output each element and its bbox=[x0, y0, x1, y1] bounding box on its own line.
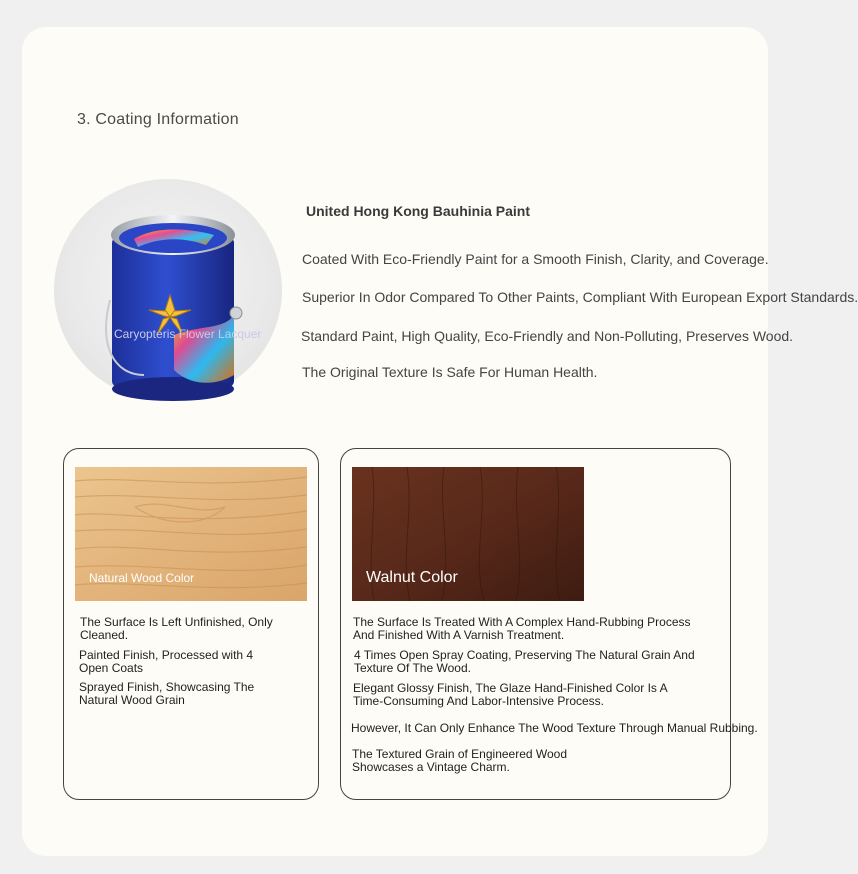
swatch-label: Walnut Color bbox=[366, 569, 458, 586]
finish-description: The Surface Is Treated With A Complex Hand-Rubbing Process And Finished With A Varnish Treatment. bbox=[353, 615, 691, 642]
finish-description: Elegant Glossy Finish, The Glaze Hand-Finished Color Is A Time-Consuming And Labor-Intensive Process. bbox=[353, 681, 667, 708]
brand-name: United Hong Kong Bauhinia Paint bbox=[306, 203, 530, 219]
feature-item: Standard Paint, High Quality, Eco-Friendly and Non-Polluting, Preserves Wood. bbox=[301, 328, 794, 344]
finish-description: 4 Times Open Spray Coating, Preserving The Natural Grain And Texture Of The Wood. bbox=[354, 648, 695, 675]
section-title: 3. Coating Information bbox=[77, 111, 239, 128]
finish-description: Sprayed Finish, Showcasing The Natural Wood Grain bbox=[79, 680, 255, 707]
natural-wood-swatch bbox=[75, 467, 307, 601]
finish-card-walnut bbox=[340, 448, 758, 800]
finish-card-natural bbox=[63, 448, 319, 800]
finish-description: However, It Can Only Enhance The Wood Texture Through Manual Rubbing. bbox=[351, 721, 758, 735]
feature-item: Superior In Odor Compared To Other Paints, Compliant With European Export Standards. bbox=[302, 289, 858, 305]
feature-item: Coated With Eco-Friendly Paint for a Smooth Finish, Clarity, and Coverage. bbox=[302, 251, 769, 267]
feature-item: The Original Texture Is Safe For Human Health. bbox=[302, 364, 598, 380]
paint-can-image bbox=[104, 205, 240, 403]
coating-info-card bbox=[22, 27, 858, 856]
finish-description: The Surface Is Left Unfinished, Only Cleaned. bbox=[80, 615, 273, 642]
finish-description: Painted Finish, Processed with 4 Open Coats bbox=[79, 648, 254, 675]
finish-description: The Textured Grain of Engineered Wood Showcases a Vintage Charm. bbox=[352, 747, 568, 774]
walnut-swatch bbox=[352, 467, 584, 601]
can-label: Caryopteris Flower Lacquer bbox=[114, 327, 262, 341]
swatch-label: Natural Wood Color bbox=[89, 571, 195, 585]
